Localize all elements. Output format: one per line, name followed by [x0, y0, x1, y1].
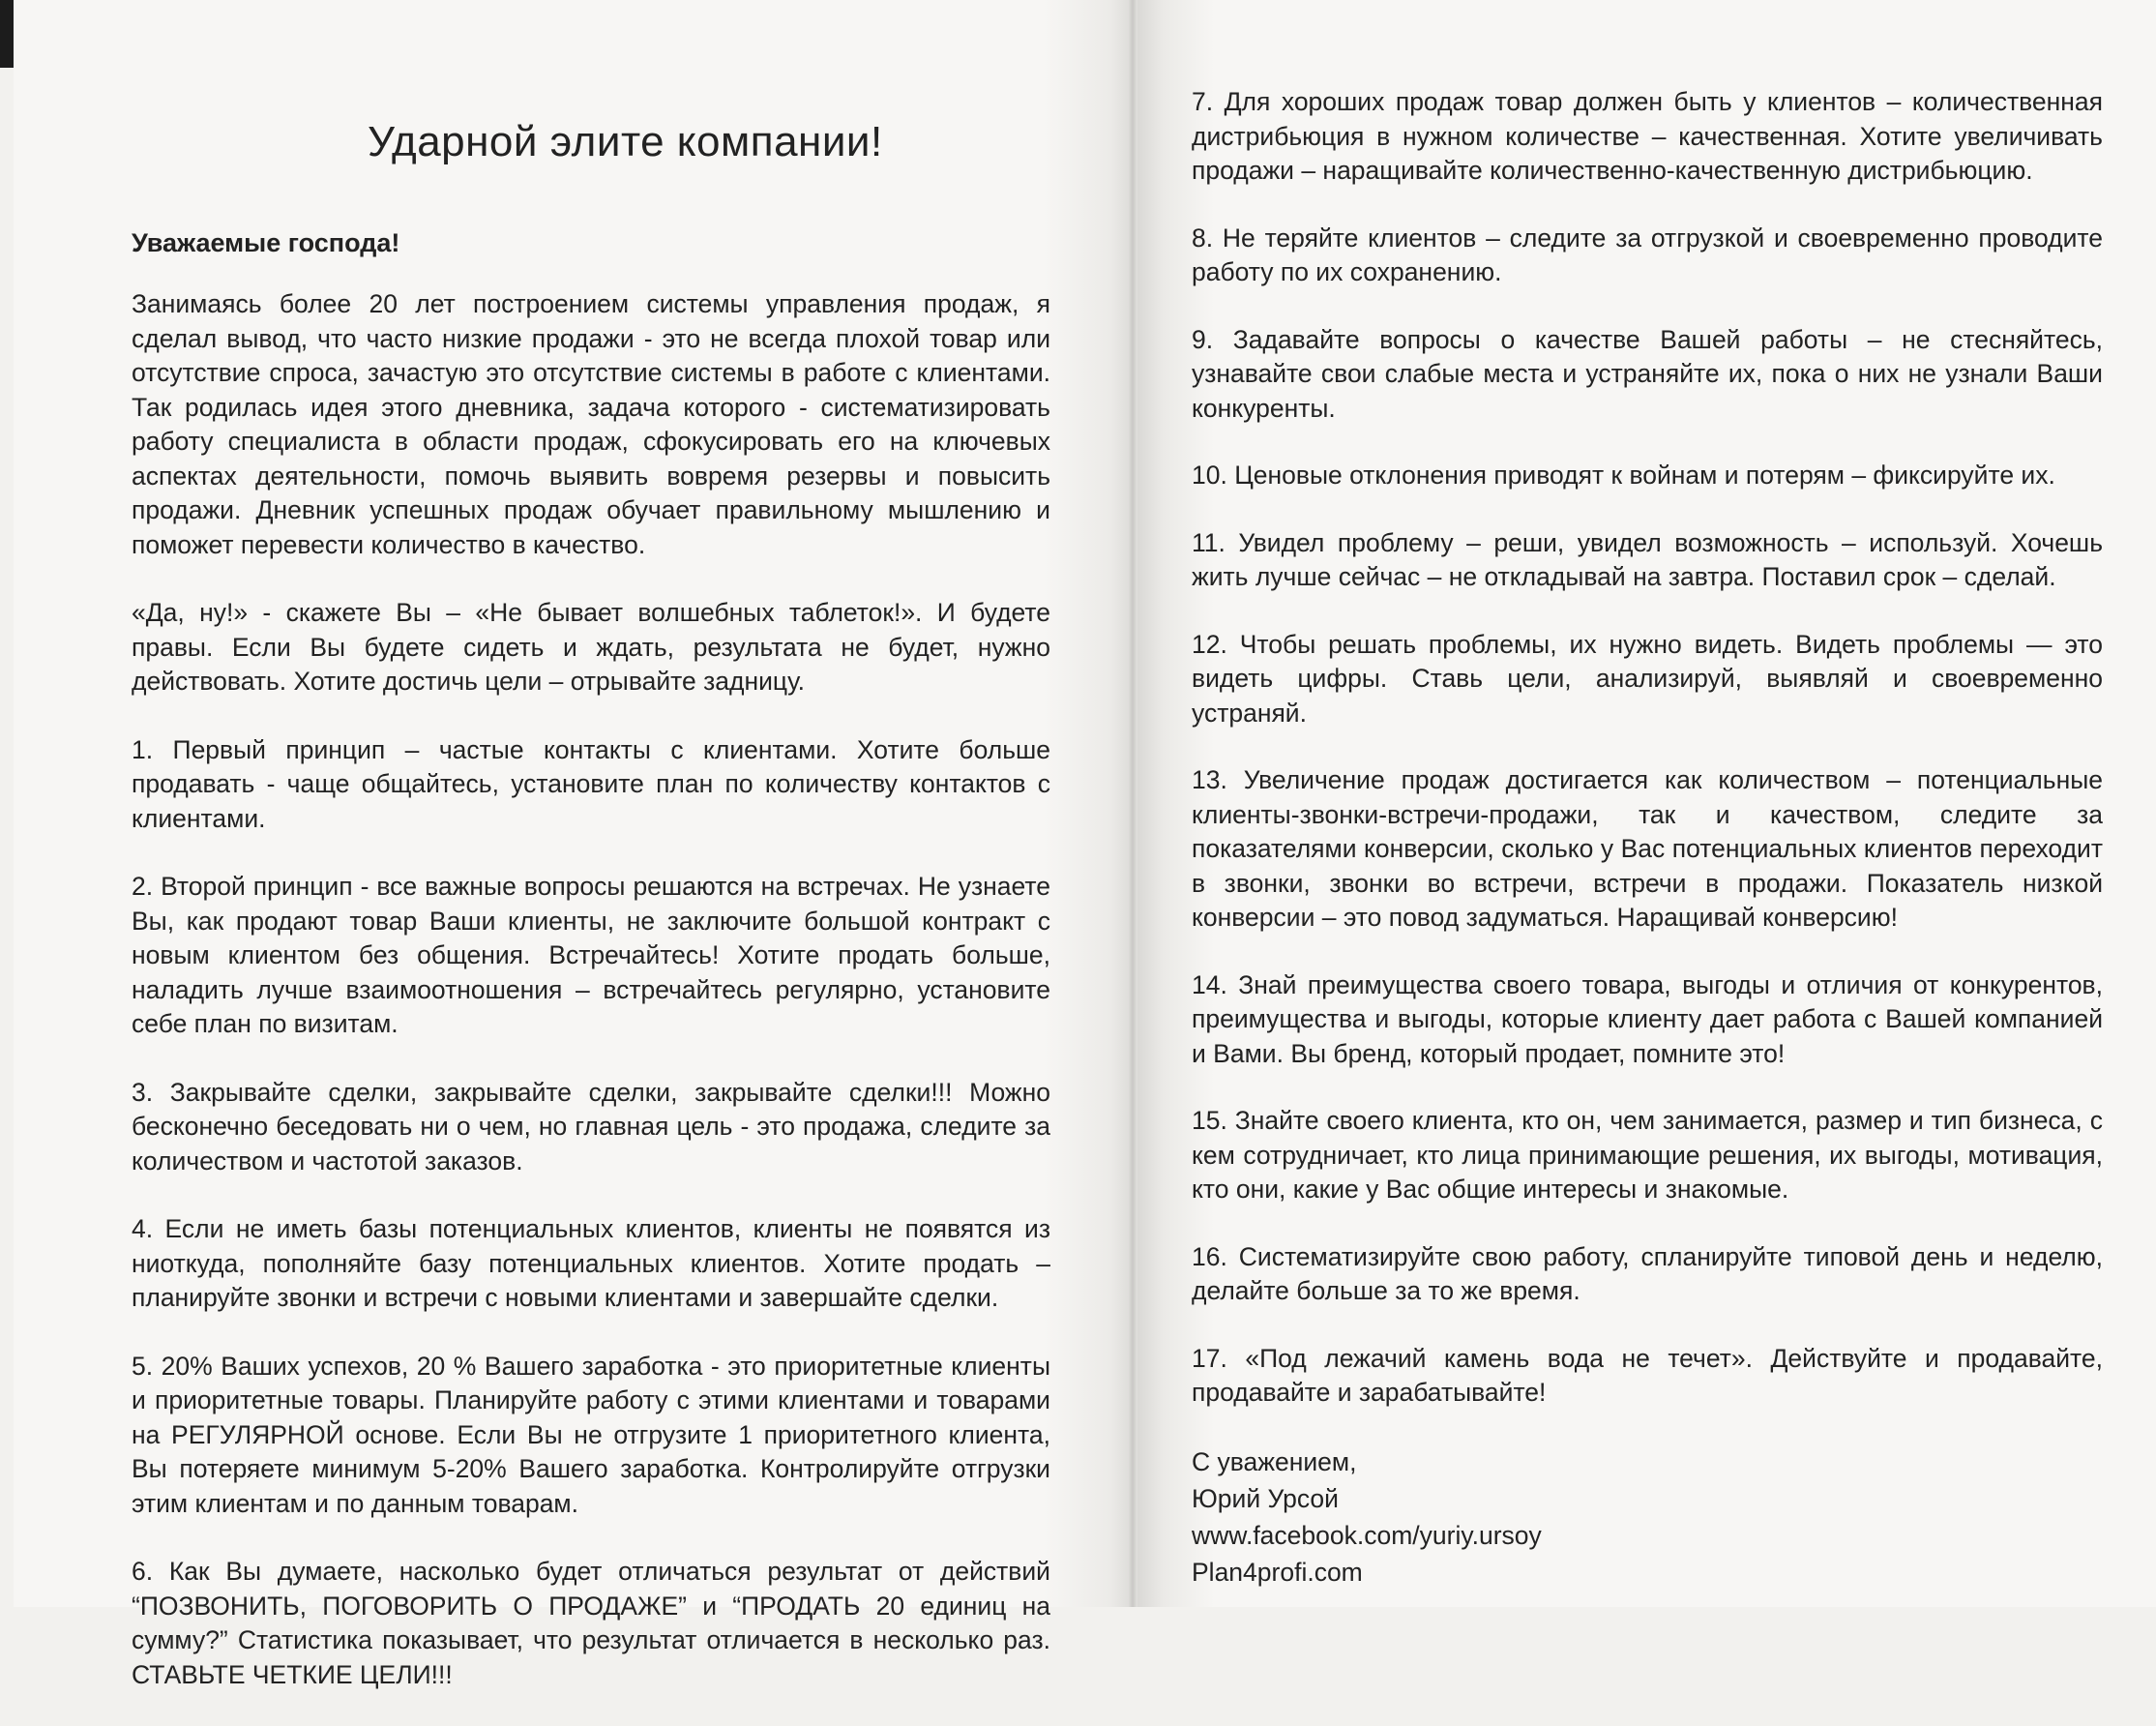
principle-4: 4. Если не иметь базы потенциальных клиентов, клиенты не появятся из ниоткуда, пополняйте базу потенциальных клиентов. Хотите продать – планируйте звонки и встречи с новыми клиентами и завершайте сделки.: [132, 1214, 1050, 1312]
principle-8: 8. Не теряйте клиентов – следите за отгрузкой и своевременно проводите работу по их сохранению.: [1192, 223, 2103, 286]
right-text-column: [1192, 85, 2103, 1591]
principle-1: 1. Первый принцип – частые контакты с клиентами. Хотите больше продавать - чаще общайтесь, установите план по количеству контактов с клиентами.: [132, 734, 1050, 833]
quote-paragraph: «Да, ну!» - скажете Вы – «Не бывает волшебных таблеток!». И будете правы. Если Вы будете сидеть и ждать, результата не будет, нужно действовать. Хотите достичь цели – отрывайте задницу.: [132, 598, 1050, 696]
book-spine: [1128, 0, 1137, 1607]
page-title: Ударной элите компании!: [368, 118, 883, 165]
principle-17: 17. «Под лежачий камень вода не течет». Действуйте и продавайте, продавайте и зарабатывайте!: [1192, 1343, 2103, 1407]
scan-left-edge: [0, 0, 14, 68]
principle-13: 13. Увеличение продаж достигается как количеством – потенциальные клиенты-звонки-встречи-продажи, так и качеством, следите за показателями конверсии, сколько у Вас потенциальных клиентов переходит в звонки, звонки во встречи, встречи в продажи. Показатель низкой конверсии – это повод задуматься. Наращивай конверсию!: [1192, 765, 2103, 932]
signature-closing: С уважением,: [1192, 1446, 1357, 1476]
principle-9: 9. Задавайте вопросы о качестве Вашей работы – не стесняйтесь, узнавайте свои слабые места и устраняйте их, пока о них не узнали Ваши конкуренты.: [1192, 324, 2103, 423]
principle-14: 14. Знай преимущества своего товара, выгоды и отличия от конкурентов, преимущества и выгоды, которые клиенту дает работа с Вашей компанией и Вами. Вы бренд, который продает, помните это!: [1192, 969, 2103, 1068]
signature-block: [1192, 1443, 2103, 1591]
signature-site: Plan4profi.com: [1192, 1557, 1363, 1587]
principle-2: 2. Второй принцип - все важные вопросы решаются на встречах. Не узнаете Вы, как продают товар Ваши клиенты, не заключите большой контракт с новым клиентом без общения. Встречайтесь! Хотите продать больше, наладить лучше взаимоотношения – встречайтесь регулярно, установите себе план по визитам.: [132, 872, 1050, 1038]
principle-16: 16. Систематизируйте свою работу, спланируйте типовой день и неделю, делайте больше за то же время.: [1192, 1241, 2103, 1305]
principle-15: 15. Знайте своего клиента, кто он, чем занимается, размер и тип бизнеса, с кем сотрудничает, кто лица принимающие решения, их выгоды, мотивация, кто они, какие у Вас общие интересы и знакомые.: [1192, 1106, 2103, 1204]
principle-11: 11. Увидел проблему – реши, увидел возможность – используй. Хочешь жить лучше сейчас – не откладывай на завтра. Поставил срок – сделай.: [1192, 527, 2103, 591]
signature-facebook: www.facebook.com/yuriy.ursoy: [1192, 1520, 1542, 1550]
signature-name: Юрий Урсой: [1192, 1483, 1339, 1513]
principle-10: 10. Ценовые отклонения приводят к войнам и потерям – фиксируйте их.: [1192, 461, 2055, 490]
intro-paragraph: Занимаясь более 20 лет построением системы управления продаж, я сделал вывод, что часто низкие продажи - это не всегда плохой товар или отсутствие спроса, зачастую это отсутствие системы в работе с клиентами. Так родилась идея этого дневника, задача которого - систематизировать работу специалиста в области продаж, сфокусировать его на ключевых аспектах деятельности, помочь выявить вовремя резервы и повысить продажи. Дневник успешных продаж обучает правильному мышлению и поможет перевести количество в качество.: [132, 289, 1050, 559]
principle-3: 3. Закрывайте сделки, закрывайте сделки, закрывайте сделки!!! Можно бесконечно беседовать ни о чем, но главная цель - это продажа, следите за количеством и частотой заказов.: [132, 1077, 1050, 1175]
principle-5: 5. 20% Ваших успехов, 20 % Вашего заработка - это приоритетные клиенты и приоритетные товары. Планируйте работу с этими клиентами и товарами на РЕГУЛЯРНОЙ основе. Если Вы не отгрузите 1 приоритетного клиента, Вы потеряете минимум 5-20% Вашего заработка. Контролируйте отгрузки этим клиентам и по данным товарам.: [132, 1351, 1050, 1518]
salutation: Уважаемые господа!: [132, 228, 400, 257]
principle-6: 6. Как Вы думаете, насколько будет отличаться результат от действий “ПОЗВОНИТЬ, ПОГОВОРИТЬ О ПРОДАЖЕ” и “ПРОДАТЬ 20 единиц на сумму?” Статистика показывает, что результат отличается в несколько раз. СТАВЬТЕ ЧЕТКИЕ ЦЕЛИ!!!: [132, 1557, 1050, 1689]
principle-7: 7. Для хороших продаж товар должен быть у клиентов – количественная дистрибьюция в нужном количестве – качественная. Хотите увеличивать продажи – наращивайте количественно-качественную дистрибьюцию.: [1192, 87, 2103, 185]
left-text-column: [132, 287, 1050, 1726]
principle-12: 12. Чтобы решать проблемы, их нужно видеть. Видеть проблемы — это видеть цифры. Ставь цели, анализируй, выявляй и своевременно устраняй.: [1192, 629, 2103, 728]
